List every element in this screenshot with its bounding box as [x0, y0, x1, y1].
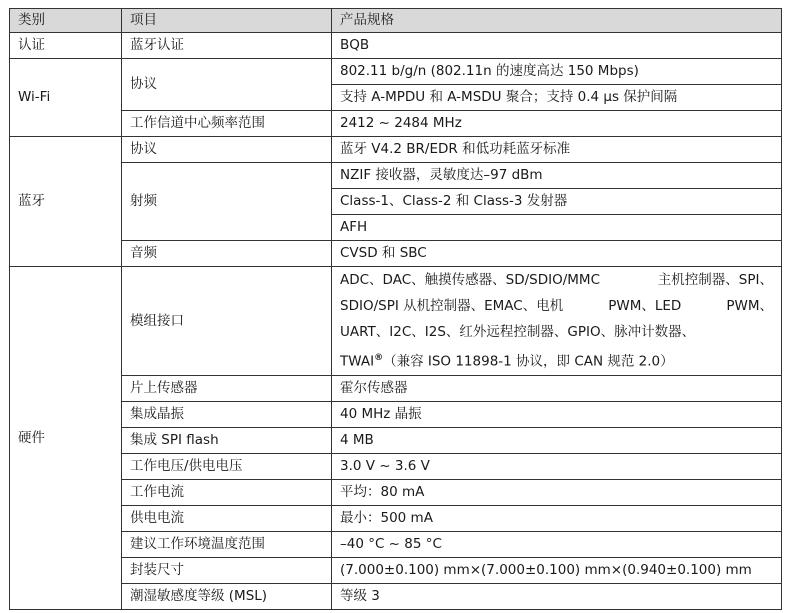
value-spi-flash: 4 MB [332, 427, 782, 453]
interface-line-2: SDIO/SPI 从机控制器、EMAC、电机 PWM、LED PWM、 [340, 298, 773, 314]
table-row [10, 453, 782, 479]
table-row [10, 505, 782, 531]
item-msl: 潮湿敏感度等级 (MSL) [122, 583, 332, 609]
value-bt-audio: CVSD 和 SBC [332, 241, 782, 267]
table-row [10, 557, 782, 583]
value-operating-current: 平均：80 mA [332, 479, 782, 505]
item-bt-protocol: 协议 [122, 137, 332, 163]
table-row [10, 479, 782, 505]
item-package-size: 封装尺寸 [122, 557, 332, 583]
item-wifi-freq: 工作信道中心频率范围 [122, 111, 332, 137]
item-supply-current: 供电电流 [122, 505, 332, 531]
item-operating-current: 工作电流 [122, 479, 332, 505]
category-hardware: 硬件 [10, 267, 122, 610]
item-wifi-protocol: 协议 [122, 59, 332, 111]
value-voltage: 3.0 V ~ 3.6 V [332, 453, 782, 479]
value-bt-cert: BQB [332, 33, 782, 59]
table-row [10, 267, 782, 376]
value-wifi-protocol-1: 802.11 b/g/n (802.11n 的速度高达 150 Mbps) [332, 59, 782, 85]
value-msl: 等级 3 [332, 583, 782, 609]
item-module-interface: 模组接口 [122, 267, 332, 376]
header-item: 项目 [122, 9, 332, 33]
spec-table [9, 8, 782, 610]
value-wifi-freq: 2412 ~ 2484 MHz [332, 111, 782, 137]
value-package-size: (7.000±0.100) mm×(7.000±0.100) mm×(0.940±0.100) mm [332, 557, 782, 583]
header-spec: 产品规格 [332, 9, 782, 33]
table-row [10, 111, 782, 137]
registered-mark: ® [374, 353, 384, 363]
value-supply-current: 最小：500 mA [332, 505, 782, 531]
value-onchip-sensor: 霍尔传感器 [332, 375, 782, 401]
value-wifi-protocol-2: 支持 A-MPDU 和 A-MSDU 聚合；支持 0.4 µs 保护间隔 [332, 85, 782, 111]
item-bt-audio: 音频 [122, 241, 332, 267]
table-row [10, 163, 782, 189]
header-row [10, 9, 782, 33]
item-bt-rf: 射频 [122, 163, 332, 241]
table-row [10, 137, 782, 163]
value-bt-rf-3: AFH [332, 215, 782, 241]
item-temperature: 建议工作环境温度范围 [122, 531, 332, 557]
table-row [10, 241, 782, 267]
table-row [10, 583, 782, 609]
item-bt-cert: 蓝牙认证 [122, 33, 332, 59]
value-crystal: 40 MHz 晶振 [332, 401, 782, 427]
item-spi-flash: 集成 SPI flash [122, 427, 332, 453]
interface-line-4: TWAI®（兼容 ISO 11898-1 协议，即 CAN 规范 2.0） [340, 353, 674, 370]
category-bluetooth: 蓝牙 [10, 137, 122, 267]
table-row [10, 401, 782, 427]
interface-line-3: UART、I2C、I2S、红外远程控制器、GPIO、脉冲计数器、 [340, 324, 696, 340]
table-row [10, 427, 782, 453]
table-row [10, 33, 782, 59]
value-temperature: –40 °C ~ 85 °C [332, 531, 782, 557]
category-cert: 认证 [10, 33, 122, 59]
category-wifi: Wi-Fi [10, 59, 122, 137]
item-onchip-sensor: 片上传感器 [122, 375, 332, 401]
table-row [10, 59, 782, 85]
item-crystal: 集成晶振 [122, 401, 332, 427]
value-module-interface [332, 267, 782, 376]
value-bt-rf-1: NZIF 接收器，灵敏度达–97 dBm [332, 163, 782, 189]
header-category: 类别 [10, 9, 122, 33]
table-row [10, 531, 782, 557]
value-bt-protocol: 蓝牙 V4.2 BR/EDR 和低功耗蓝牙标准 [332, 137, 782, 163]
item-voltage: 工作电压/供电电压 [122, 453, 332, 479]
interface-line-1: ADC、DAC、触摸传感器、SD/SDIO/MMC 主机控制器、SPI、 [340, 272, 773, 288]
value-bt-rf-2: Class-1、Class-2 和 Class-3 发射器 [332, 189, 782, 215]
table-row [10, 375, 782, 401]
